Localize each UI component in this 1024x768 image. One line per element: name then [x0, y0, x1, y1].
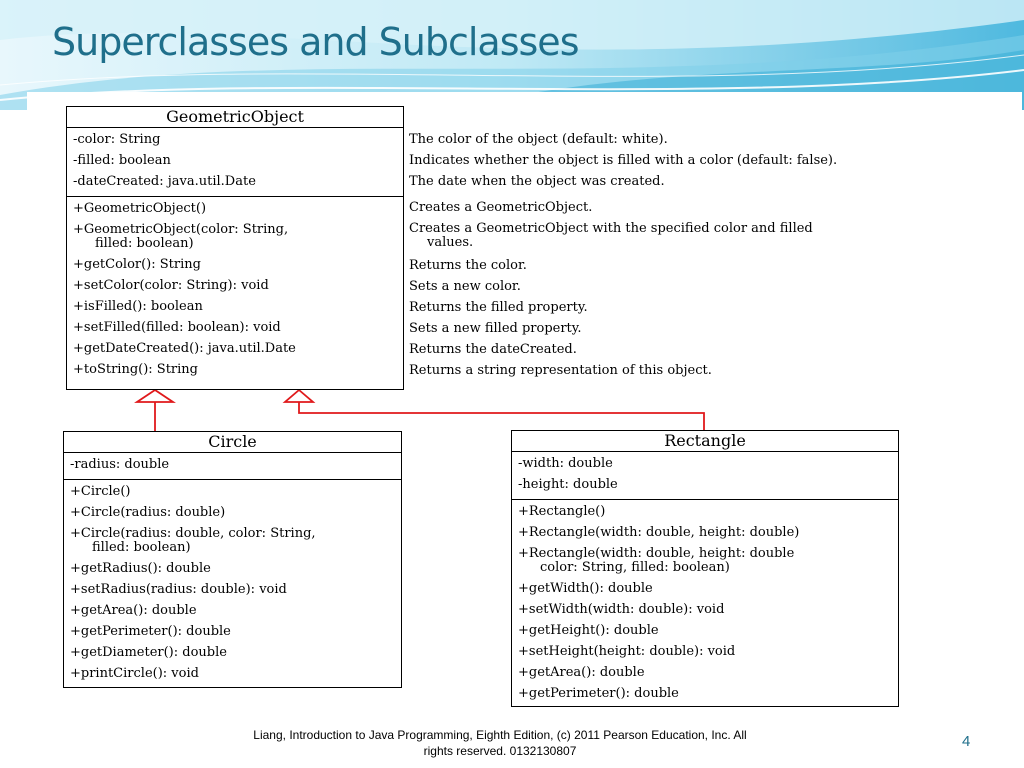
description: Returns the dateCreated.	[409, 342, 577, 357]
method: +getDateCreated(): java.util.Date	[73, 341, 296, 356]
description: The date when the object was created.	[409, 174, 665, 189]
methods-section	[512, 500, 898, 708]
method: +getArea(): double	[70, 603, 197, 618]
description: Returns a string representation of this object.	[409, 363, 712, 378]
description: The color of the object (default: white).	[409, 132, 668, 147]
footer-line: Liang, Introduction to Java Programming, Eighth Edition, (c) 2011 Pearson Education, Inc. All	[253, 728, 747, 742]
method: +setWidth(width: double): void	[518, 602, 725, 617]
method: +setColor(color: String): void	[73, 278, 269, 293]
description-line: Creates a GeometricObject with the specified color and filled	[409, 221, 813, 236]
method: +getArea(): double	[518, 665, 645, 680]
description	[409, 222, 813, 250]
field: -height: double	[518, 477, 618, 492]
method: +setHeight(height: double): void	[518, 644, 736, 659]
method: +getDiameter(): double	[70, 645, 227, 660]
slide-title: Superclasses and Subclasses	[52, 20, 579, 64]
method: +setRadius(radius: double): void	[70, 582, 287, 597]
method-continuation: filled: boolean)	[95, 236, 194, 251]
methods-section	[64, 480, 401, 688]
method: +setFilled(filled: boolean): void	[73, 320, 281, 335]
field: -radius: double	[70, 457, 170, 472]
footer-line: rights reserved. 0132130807	[423, 744, 577, 758]
method-continuation: color: String, filled: boolean)	[540, 560, 730, 575]
method: +getRadius(): double	[70, 561, 211, 576]
description: Sets a new filled property.	[409, 321, 582, 336]
method-line: +GeometricObject(color: String,	[73, 222, 289, 237]
fields-section	[64, 453, 401, 480]
method	[512, 544, 898, 579]
field: -dateCreated: java.util.Date	[73, 174, 256, 189]
class-rectangle	[511, 430, 899, 707]
method: +getColor(): String	[73, 257, 201, 272]
fields-section	[512, 452, 898, 500]
method	[64, 524, 401, 559]
class-name: Circle	[64, 432, 401, 453]
method	[67, 220, 403, 255]
method: +getPerimeter(): double	[518, 686, 679, 701]
fields-section	[67, 128, 403, 197]
method-continuation: filled: boolean)	[92, 540, 191, 555]
slide-footer	[200, 727, 800, 759]
method: +printCircle(): void	[70, 666, 199, 681]
class-geometricobject	[66, 106, 404, 390]
field: -filled: boolean	[73, 153, 171, 168]
description: Sets a new color.	[409, 279, 521, 294]
method: +GeometricObject()	[73, 201, 207, 216]
field: -color: String	[73, 132, 161, 147]
methods-section	[67, 197, 403, 384]
method: +toString(): String	[73, 362, 198, 377]
page-number: 4	[962, 733, 971, 750]
description: Returns the filled property.	[409, 300, 588, 315]
class-name: Rectangle	[512, 431, 898, 452]
field: -width: double	[518, 456, 613, 471]
method: +getPerimeter(): double	[70, 624, 231, 639]
description: Returns the color.	[409, 258, 527, 273]
method: +getWidth(): double	[518, 581, 653, 596]
description-continuation: values.	[427, 235, 474, 250]
class-name: GeometricObject	[67, 107, 403, 128]
class-circle	[63, 431, 402, 688]
method: +Rectangle(width: double, height: double)	[518, 525, 800, 540]
description: Creates a GeometricObject.	[409, 200, 593, 215]
method: +Circle()	[70, 484, 131, 499]
method: +Rectangle()	[518, 504, 606, 519]
method: +getHeight(): double	[518, 623, 659, 638]
method-line: +Circle(radius: double, color: String,	[70, 526, 316, 541]
description: Indicates whether the object is filled with a color (default: false).	[409, 153, 838, 168]
method: +isFilled(): boolean	[73, 299, 203, 314]
method-line: +Rectangle(width: double, height: double	[518, 546, 795, 561]
method: +Circle(radius: double)	[70, 505, 226, 520]
